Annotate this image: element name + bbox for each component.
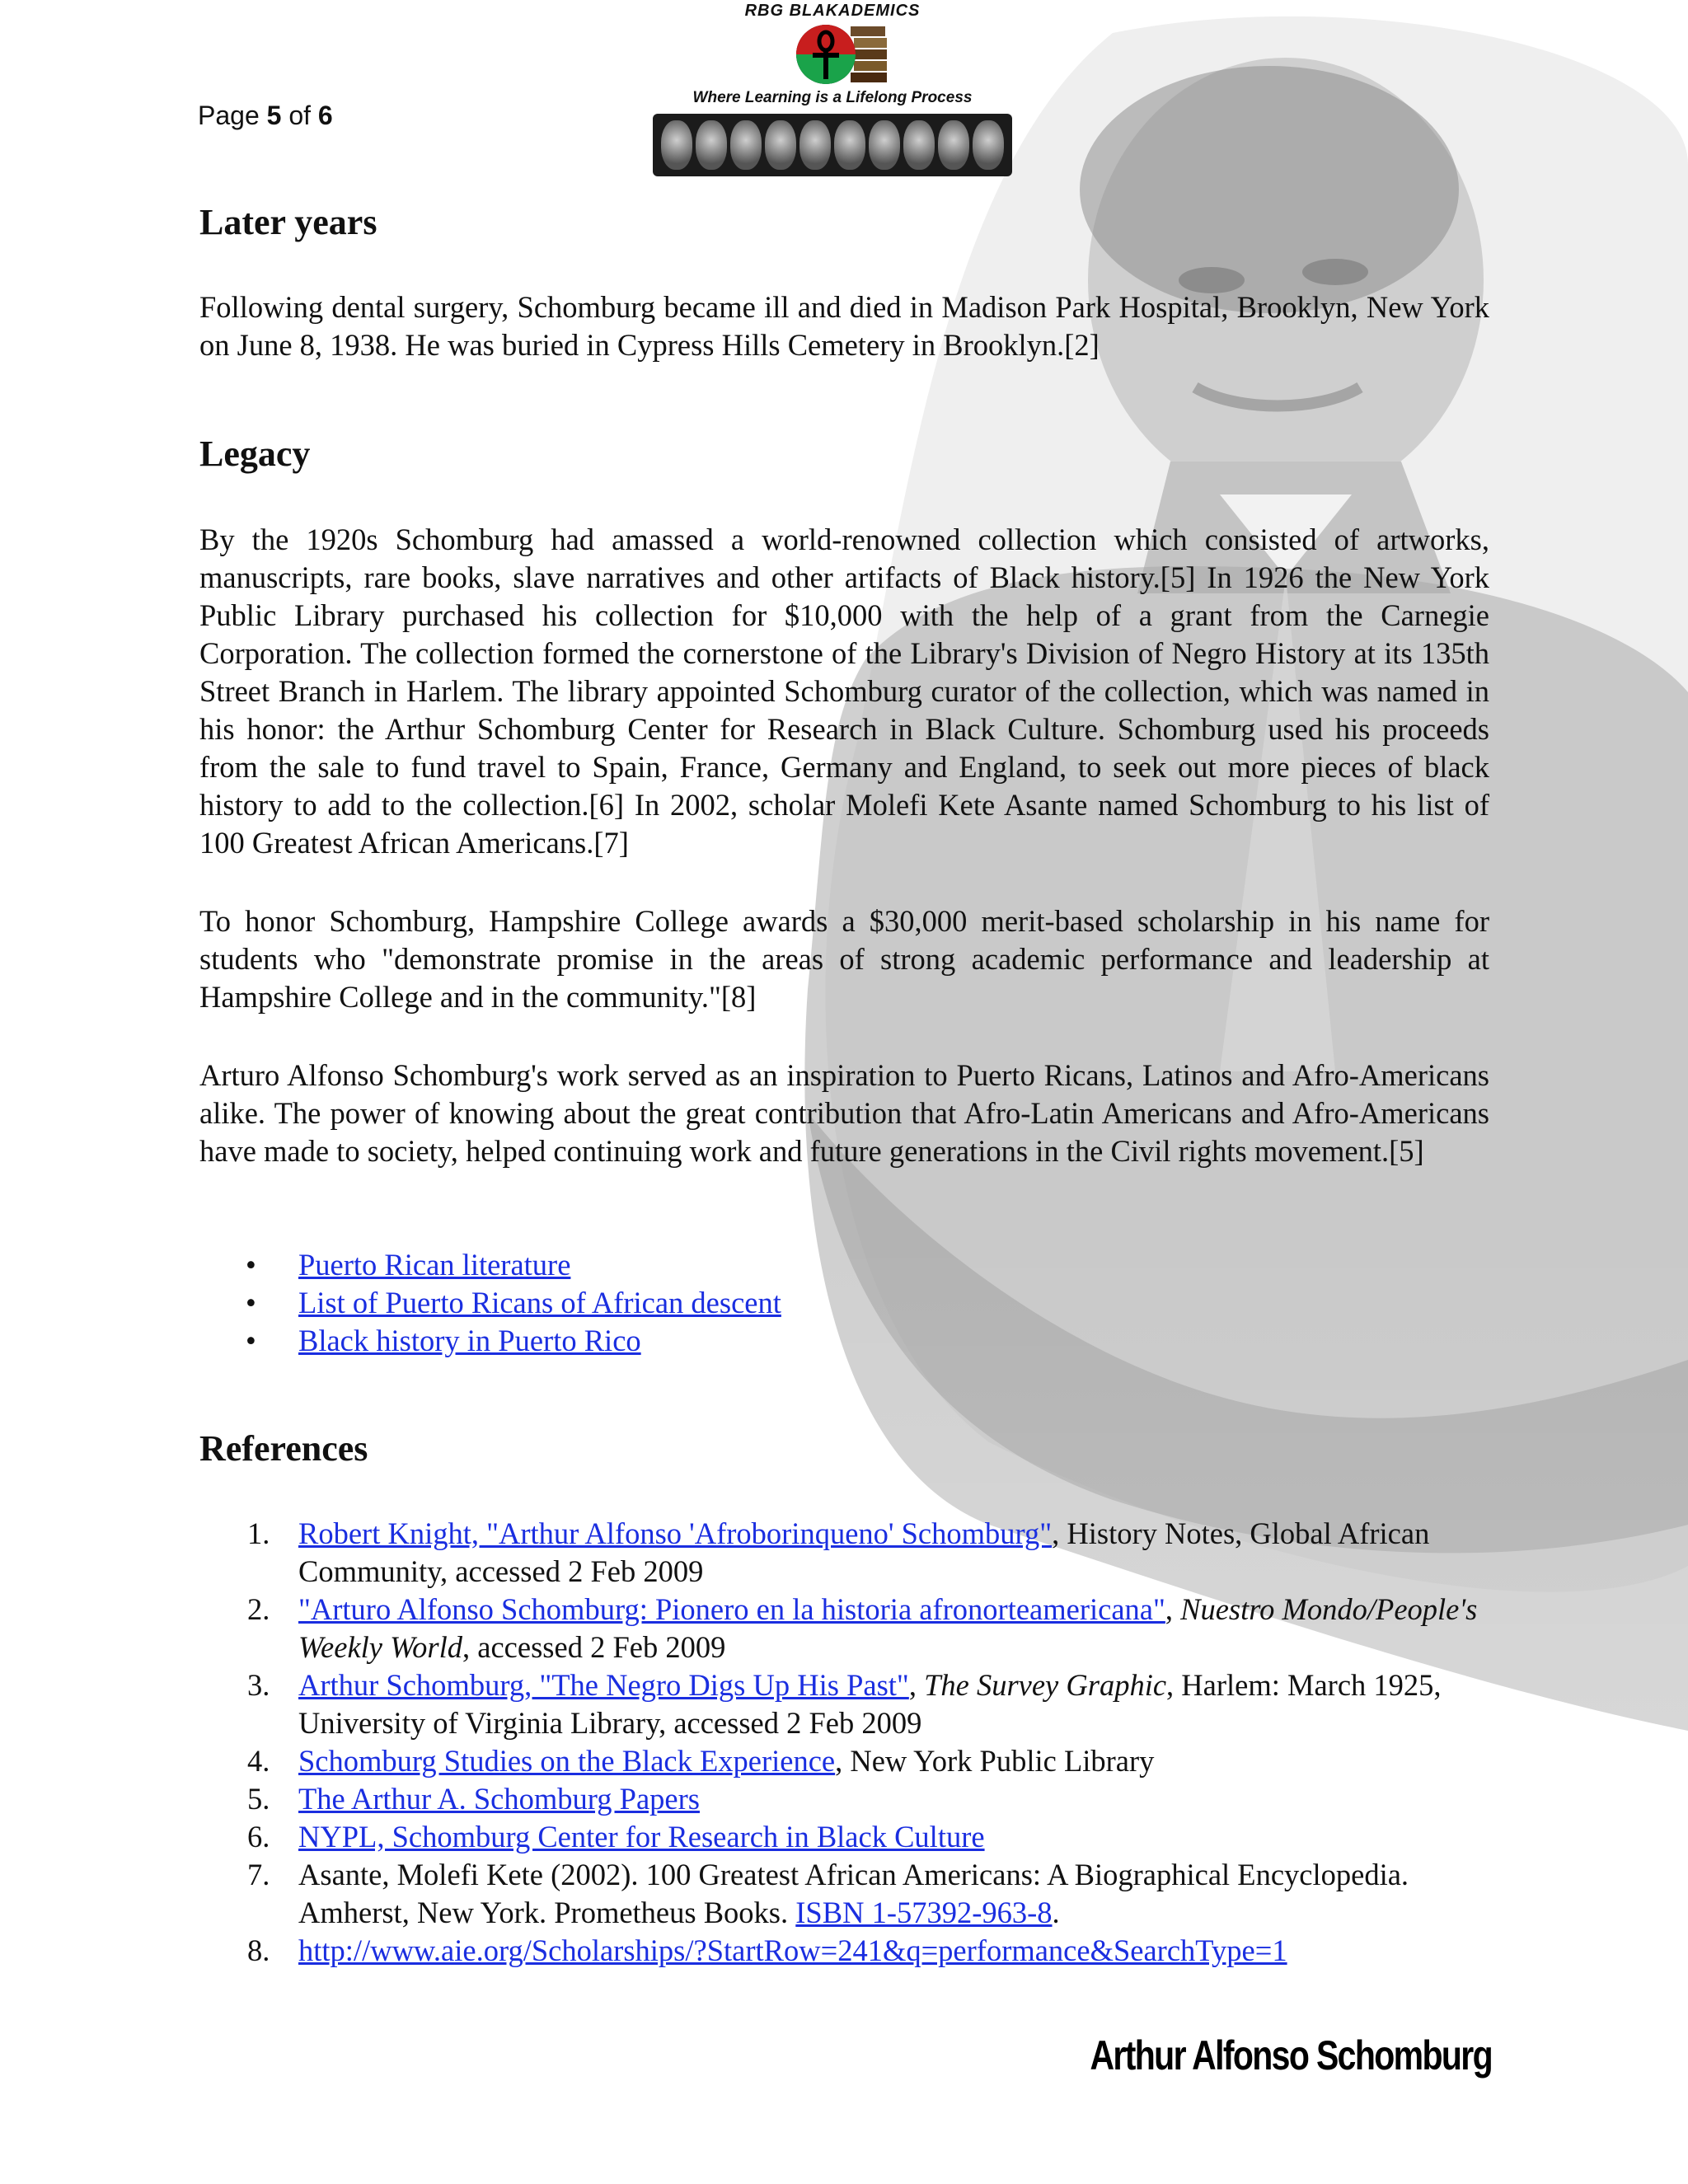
- portrait-strip: [653, 114, 1012, 176]
- reference-number: 4.: [247, 1744, 270, 1778]
- bullet-icon: •: [246, 1248, 256, 1282]
- later-years-heading: Later years: [199, 202, 377, 242]
- reference-publication: Nuestro Mondo/People's Weekly World: [298, 1592, 1478, 1664]
- legacy-heading: Legacy: [199, 434, 311, 474]
- link-black-history-puerto-rico[interactable]: Black history in Puerto Rico: [298, 1324, 641, 1357]
- isbn-link[interactable]: ISBN 1-57392-963-8: [795, 1896, 1053, 1929]
- reference-item: [199, 1818, 1489, 1856]
- later-years-paragraph: Following dental surgery, Schomburg became ill and died in Madison Park Hospital, Brooklyn, New York on June 8, 1938. He was buried in Cypress Hills Cemetery in Brooklyn.[2]: [199, 290, 1489, 362]
- reference-link[interactable]: Robert Knight, "Arthur Alfonso 'Afroborinqueno' Schomburg": [298, 1516, 1053, 1550]
- reference-item: [199, 1591, 1489, 1666]
- page-total: 6: [317, 101, 333, 130]
- reference-item: [199, 1856, 1489, 1932]
- reference-text: Asante, Molefi Kete (2002). 100 Greatest African Americans: A Biographical Encyclopedia. Amherst, New York. Prometheus Books.: [298, 1858, 1409, 1929]
- reference-number: 5.: [247, 1782, 270, 1816]
- reference-text: , accessed 2 Feb 2009: [462, 1630, 726, 1664]
- references-list: [199, 1515, 1489, 1970]
- ankh-emblem-icon: [775, 21, 890, 87]
- legacy-paragraph-1: By the 1920s Schomburg had amassed a world-renowned collection which consisted of artworks, manuscripts, rare books, slave narratives and other artifacts of Black history.[5] In 1926 the New York Public Library purchased his collection for $10,000 with the help of a grant from the Carnegie Corporation. The collection formed the cornerstone of the Library's Division of Negro History at its 135th Street Branch in Harlem. The library appointed Schomburg curator of the collection, which was named in his honor: the Arthur Schomburg Center for Research in Black Culture. Schomburg used his proceeds from the sale to fund travel to Spain, France, Germany and England, to seek out more pieces of black history to add to the collection.[6] In 2002, scholar Molefi Kete Asante named Schomburg to his list of 100 Greatest African Americans.[7]: [199, 523, 1489, 860]
- reference-item: [199, 1666, 1489, 1742]
- reference-item: [199, 1780, 1489, 1818]
- list-item: [199, 1246, 1489, 1284]
- link-puerto-rican-literature[interactable]: Puerto Rican literature: [298, 1248, 571, 1282]
- reference-item: [199, 1932, 1489, 1970]
- list-item: [199, 1322, 1489, 1360]
- legacy-paragraph-2: To honor Schomburg, Hampshire College awards a $30,000 merit-based scholarship in his name for students who "demonstrate promise in the areas of strong academic performance and leadership at Hampshire College and in the community."[8]: [199, 904, 1489, 1014]
- reference-text: , History Notes, Global African Community, accessed 2 Feb 2009: [298, 1516, 1430, 1588]
- reference-publication: The Survey Graphic: [924, 1668, 1167, 1702]
- reference-link[interactable]: "Arturo Alfonso Schomburg: Pionero en la historia afronorteamericana": [298, 1592, 1165, 1626]
- reference-link[interactable]: NYPL, Schomburg Center for Research in Black Culture: [298, 1820, 985, 1854]
- reference-link[interactable]: The Arthur A. Schomburg Papers: [298, 1782, 700, 1816]
- footer-title: Arthur Alfonso Schomburg: [1090, 2032, 1492, 2079]
- logo-tagline: Where Learning is a Lifelong Process: [692, 89, 973, 106]
- reference-number: 1.: [247, 1516, 270, 1550]
- reference-number: 2.: [247, 1592, 270, 1626]
- rbg-blakademics-logo: [651, 0, 1014, 185]
- references-heading: References: [199, 1428, 368, 1469]
- legacy-paragraph-3: Arturo Alfonso Schomburg's work served as an inspiration to Puerto Ricans, Latinos and Afro-Americans alike. The power of knowing about the great contribution that Afro-Latin Americans and Afro-Americans have made to society, helped continuing work and future generations in the Civil rights movement.[5]: [199, 1058, 1489, 1168]
- bullet-icon: •: [246, 1324, 256, 1357]
- reference-link[interactable]: Schomburg Studies on the Black Experience: [298, 1744, 836, 1778]
- page-prefix: Page: [198, 101, 260, 130]
- reference-url-link[interactable]: http://www.aie.org/Scholarships/?StartRow=241&q=performance&SearchType=1: [298, 1933, 1287, 1967]
- page-number: [198, 101, 333, 131]
- reference-number: 8.: [247, 1933, 270, 1967]
- list-item: [199, 1284, 1489, 1322]
- reference-text: , Harlem: March 1925, University of Virginia Library, accessed 2 Feb 2009: [298, 1668, 1442, 1740]
- reference-item: [199, 1742, 1489, 1780]
- bullet-icon: •: [246, 1286, 256, 1319]
- page-of: of: [288, 101, 311, 130]
- reference-link[interactable]: Arthur Schomburg, "The Negro Digs Up His Past": [298, 1668, 909, 1702]
- reference-text: .: [1052, 1896, 1060, 1929]
- page-current: 5: [266, 101, 282, 130]
- reference-item: [199, 1515, 1489, 1591]
- reference-number: 6.: [247, 1820, 270, 1854]
- reference-text: , New York Public Library: [835, 1744, 1155, 1778]
- reference-separator: ,: [908, 1668, 925, 1702]
- logo-title: RBG BLAKADEMICS: [744, 2, 921, 20]
- reference-number: 3.: [247, 1668, 270, 1702]
- see-also-list: [199, 1246, 1489, 1360]
- link-puerto-ricans-african-descent[interactable]: List of Puerto Ricans of African descent: [298, 1286, 781, 1319]
- reference-number: 7.: [247, 1858, 270, 1891]
- reference-separator: ,: [1165, 1592, 1181, 1626]
